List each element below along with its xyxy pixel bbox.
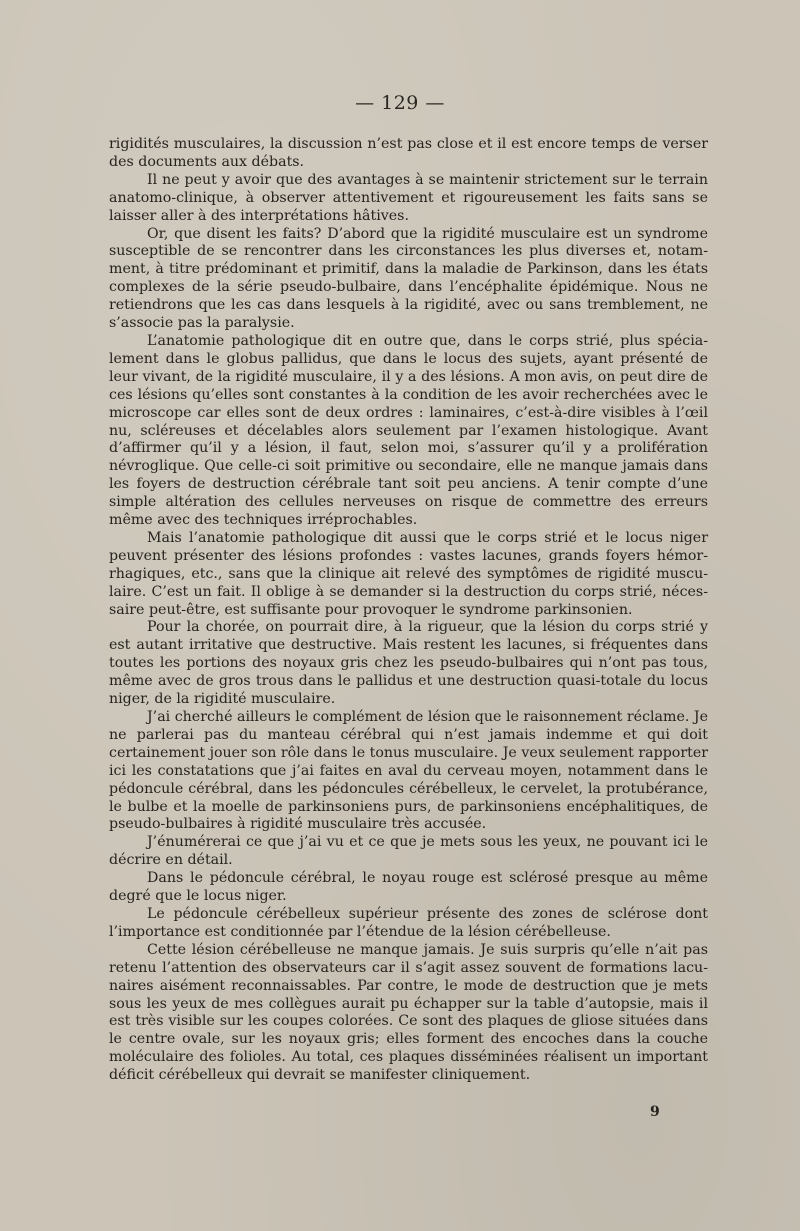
paragraph-5: Mais l’anatomie pathologique dit aussi que le corps strié et le locus niger peuvent présenter des lésions profondes : vastes lacunes, grands foyers hémorrhagiques, etc., sans que la clinique ait relevé des symptômes de rigidité musculaire. C’est un fait. Il oblige à se demander si la destruction du corps strié, nécessaire peut-être, est suffisante pour provoquer le syndrome parkinsonien. xyxy=(109,529,708,618)
signature-mark: 9 xyxy=(650,1104,660,1120)
page-number: — 129 — xyxy=(355,92,445,114)
body-text xyxy=(109,136,708,1085)
paragraph-4: L’anatomie pathologique dit en outre que, dans le corps strié, plus spécialement dans le globus pallidus, que dans le locus des sujets, ayant présenté de leur vivant, de la rigidité musculaire, il y a des lésions. A mon avis, on peut dire de ces lésions qu’elles sont constantes à la condition de les avoir recherchées avec le microscope car elles sont de deux ordres : laminaires, c’est-à-dire visibles à l’œil nu, scléreuses et décelables alors seulement par l’examen histologique. Avant d’affirmer qu’il y a lésion, il faut, selon moi, s’assurer qu’il y a prolifération névroglique. Que celle-ci soit primitive ou secondaire, elle ne manque jamais dans les foyers de destruction cérébrale tant soit peu anciens. A tenir compte d’une simple altération des cellules nerveuses on risque de commettre des erreurs même avec des techniques irréprochables. xyxy=(109,332,708,529)
paragraph-10: Le pédoncule cérébelleux supérieur présente des zones de sclérose dont l’importance est conditionnée par l’étendue de la lésion cérébelleuse. xyxy=(109,905,708,940)
paragraph-7: J’ai cherché ailleurs le complément de lésion que le raisonnement réclame. Je ne parlerai pas du manteau cérébral qui n’est jamais indemme et qui doit certainement jouer son rôle dans le tonus musculaire. Je veux seulement rapporter ici les constatations que j’ai faites en aval du cerveau moyen, notamment dans le pédoncule cérébral, dans les pédoncules cérébelleux, le cervelet, la protubérance, le bulbe et la moelle de parkinsoniens purs, de parkinsoniens encéphalitiques, de pseudo-bulbaires à rigidité musculaire très accusée. xyxy=(109,709,708,833)
paragraph-1: rigidités musculaires, la discussion n’est pas close et il est encore temps de verser des documents aux débats. xyxy=(109,136,708,170)
paragraph-2: Il ne peut y avoir que des avantages à se maintenir strictement sur le terrain anatomo-clinique, à observer attentivement et rigoureusement les faits sans se laisser aller à des interprétations hâtives. xyxy=(109,171,708,224)
paragraph-8: J’énumérerai ce que j’ai vu et ce que je mets sous les yeux, ne pouvant ici le décrire en détail. xyxy=(109,834,708,869)
paragraph-11: Cette lésion cérébelleuse ne manque jamais. Je suis surpris qu’elle n’ait pas retenu l’attention des observateurs car il s’agit assez souvent de formations lacunaires aisément reconnaissables. Par contre, le mode de destruction que je mets sous les yeux de mes collègues aurait pu échapper sur la table d’autopsie, mais il est très visible sur les coupes colorées. Ce sont des plaques de gliose situées dans le centre ovale, sur les noyaux gris; elles forment des encoches dans la couche moléculaire des folioles. Au total, ces plaques disséminées réalisent un important déficit cérébelleux qui devrait se manifester cliniquement. xyxy=(109,941,708,1084)
paragraph-3: Or, que disent les faits? D’abord que la rigidité musculaire est un syndrome susceptible de se rencontrer dans les circonstances les plus diverses et, notamment, à titre prédominant et primitif, dans la maladie de Parkinson, dans les états complexes de la série pseudo-bulbaire, dans l’encéphalite épidémique. Nous ne retiendrons que les cas dans lesquels à la rigidité, avec ou sans tremblement, ne s’associe pas la paralysie. xyxy=(109,225,708,332)
paragraph-6: Pour la chorée, on pourrait dire, à la rigueur, que la lésion du corps strié y est autant irritative que destructive. Mais restent les lacunes, si fréquentes dans toutes les portions des noyaux gris chez les pseudo-bulbaires qui n’ont pas tous, même avec de gros trous dans le pallidus et une destruction quasi-totale du locus niger, de la rigidité musculaire. xyxy=(109,619,708,708)
paragraph-9: Dans le pédoncule cérébral, le noyau rouge est sclérosé presque au même degré que le locus niger. xyxy=(109,870,708,905)
